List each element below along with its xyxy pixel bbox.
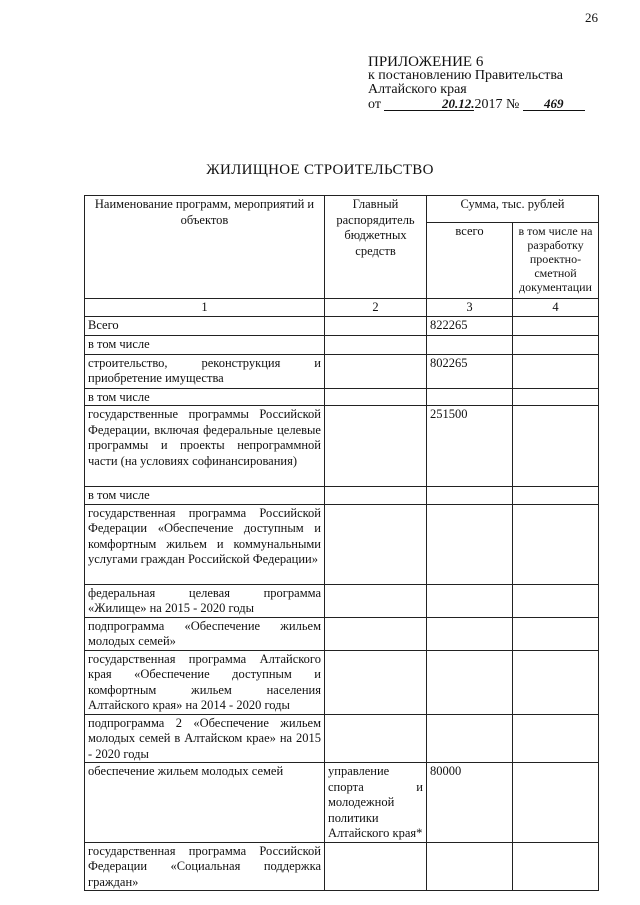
table-row xyxy=(85,487,599,505)
row-total: 822265 xyxy=(427,316,513,335)
table-row xyxy=(85,388,599,406)
number-sign: № xyxy=(505,97,520,112)
row-manager xyxy=(325,650,427,714)
date-prefix: от xyxy=(368,97,381,112)
row-design xyxy=(513,584,599,617)
row-design xyxy=(513,617,599,650)
row-name: в том числе xyxy=(85,335,325,354)
row-design xyxy=(513,842,599,891)
row-design xyxy=(513,316,599,335)
table-row xyxy=(85,617,599,650)
table-row xyxy=(85,650,599,714)
row-total xyxy=(427,714,513,763)
column-number: 2 xyxy=(325,299,427,317)
page-number: 26 xyxy=(585,10,598,25)
row-total xyxy=(427,842,513,891)
row-name: обеспечение жильем молодых семей xyxy=(85,763,325,843)
row-total: 802265 xyxy=(427,354,513,388)
appendix-line-3: Алтайского края xyxy=(368,82,467,97)
appendix-line-2: к постановлению Правительства xyxy=(368,68,564,83)
document-title: ЖИЛИЩНОЕ СТРОИТЕЛЬСТВО xyxy=(206,162,434,178)
housing-table xyxy=(84,195,599,891)
table-row xyxy=(85,504,599,584)
table-row xyxy=(85,406,599,487)
table-row xyxy=(85,842,599,891)
header-name: Наименование программ, мероприятий и объектов xyxy=(85,196,325,299)
row-name: в том числе xyxy=(85,388,325,406)
column-numbers-row xyxy=(85,299,599,317)
row-design xyxy=(513,650,599,714)
table-row xyxy=(85,763,599,843)
row-manager xyxy=(325,617,427,650)
row-name: Всего xyxy=(85,316,325,335)
decree-number: 469 xyxy=(523,97,585,111)
appendix-date-line xyxy=(368,97,585,112)
row-manager xyxy=(325,388,427,406)
row-total xyxy=(427,335,513,354)
row-design xyxy=(513,388,599,406)
row-name: государственная программа Российской Федерации «Социальная поддержка граждан» xyxy=(85,842,325,891)
row-design xyxy=(513,354,599,388)
row-design xyxy=(513,335,599,354)
column-number: 1 xyxy=(85,299,325,317)
row-manager xyxy=(325,316,427,335)
header-sum: Сумма, тыс. рублей xyxy=(427,196,599,223)
row-design xyxy=(513,504,599,584)
appendix-block xyxy=(368,55,585,112)
table-row xyxy=(85,354,599,388)
row-name: подпрограмма 2 «Обеспечение жильем молодых семей в Алтайском крае» на 2015 - 2020 годы xyxy=(85,714,325,763)
row-manager xyxy=(325,714,427,763)
row-manager xyxy=(325,354,427,388)
header-total: всего xyxy=(427,223,513,299)
row-design xyxy=(513,487,599,505)
header-design: в том числе на разработку проектно-сметной документации xyxy=(513,223,599,299)
row-manager xyxy=(325,584,427,617)
table-row xyxy=(85,316,599,335)
row-manager xyxy=(325,504,427,584)
column-number: 4 xyxy=(513,299,599,317)
row-manager xyxy=(325,842,427,891)
row-total xyxy=(427,487,513,505)
row-total xyxy=(427,584,513,617)
row-design xyxy=(513,714,599,763)
row-name: федеральная целевая программа «Жилище» на 2015 - 2020 годы xyxy=(85,584,325,617)
row-design xyxy=(513,763,599,843)
appendix-title: ПРИЛОЖЕНИЕ 6 xyxy=(368,54,484,70)
table-row xyxy=(85,335,599,354)
row-name: в том числе xyxy=(85,487,325,505)
table-row xyxy=(85,714,599,763)
row-total: 80000 xyxy=(427,763,513,843)
row-manager: управление спорта и молодежной политики Алтайского края* xyxy=(325,763,427,843)
table-row xyxy=(85,584,599,617)
row-manager xyxy=(325,335,427,354)
header-manager: Главный распорядитель бюджетных средств xyxy=(325,196,427,299)
row-name: строительство, реконструкция и приобретение имущества xyxy=(85,354,325,388)
header-row-1 xyxy=(85,196,599,223)
date-day-month: 20.12. xyxy=(384,97,474,111)
row-name: государственная программа Российской Федерации «Обеспечение доступным и комфортным жильем и коммунальными услугами граждан Российской Федерации» xyxy=(85,504,325,584)
row-total xyxy=(427,617,513,650)
row-total xyxy=(427,650,513,714)
row-design xyxy=(513,406,599,487)
row-manager xyxy=(325,406,427,487)
row-total: 251500 xyxy=(427,406,513,487)
column-number: 3 xyxy=(427,299,513,317)
row-name: государственные программы Российской Федерации, включая федеральные целевые программы и проекты непрограммной части (на условиях софинансирования) xyxy=(85,406,325,487)
row-total xyxy=(427,388,513,406)
date-year: 2017 xyxy=(474,97,503,112)
row-total xyxy=(427,504,513,584)
row-name: государственная программа Алтайского края «Обеспечение доступным и комфортным жильем населения Алтайского края» на 2014 - 2020 годы xyxy=(85,650,325,714)
row-name: подпрограмма «Обеспечение жильем молодых семей» xyxy=(85,617,325,650)
row-manager xyxy=(325,487,427,505)
